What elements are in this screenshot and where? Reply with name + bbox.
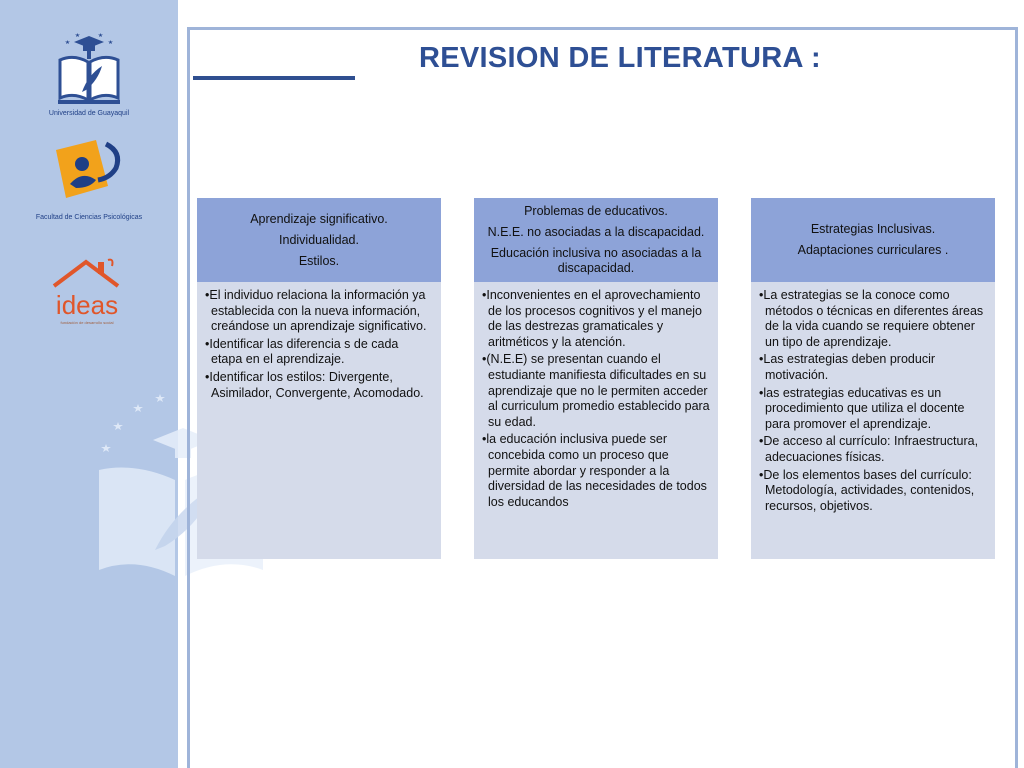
list-item: •De los elementos bases del currículo: Metodología, actividades, contenidos, recursos, objetivos. bbox=[759, 467, 975, 513]
list-item: •Inconvenientes en el aprovechamiento de los procesos cognitivos y el manejo de las destrezas gramaticales y aritméticos y la atención. bbox=[482, 288, 703, 349]
header-line: Estilos. bbox=[298, 253, 340, 268]
column-body bbox=[751, 282, 995, 514]
title-underline bbox=[193, 76, 355, 80]
list-item: •De acceso al currículo: Infraestructura, adecuaciones físicas. bbox=[759, 434, 979, 464]
column-header bbox=[751, 198, 995, 282]
header-line: Adaptaciones curriculares . bbox=[797, 243, 949, 257]
column-aprendizaje bbox=[197, 198, 441, 559]
header-line: Educación inclusiva no asociadas a la discapacidad. bbox=[490, 246, 702, 275]
university-logo-icon bbox=[54, 30, 124, 106]
faculty-caption: Facultad de Ciencias Psicológicas bbox=[35, 214, 143, 221]
list-item: •la educación inclusiva puede ser concebida como un proceso que permite abordar y responder a la diversidad de las necesidades de todos los educandos bbox=[482, 432, 707, 509]
ideas-logo-subtext: fundación de desarrollo social bbox=[60, 320, 114, 325]
university-caption: Universidad de Guayaquil bbox=[48, 110, 130, 117]
header-line: Problemas de educativos. bbox=[524, 204, 668, 218]
list-item: •las estrategias educativas es un procedimiento que utiliza el docente para promover el aprendizaje. bbox=[759, 385, 965, 431]
column-header bbox=[474, 198, 718, 282]
ideas-logo-icon bbox=[50, 258, 124, 328]
header-line: N.E.E. no asociadas a la discapacidad. bbox=[487, 225, 705, 239]
header-line: Estrategias Inclusivas. bbox=[810, 222, 936, 236]
header-line: Individualidad. bbox=[279, 232, 359, 247]
column-header bbox=[197, 198, 441, 282]
column-body bbox=[474, 282, 718, 510]
slide-title: REVISION DE LITERATURA : bbox=[419, 42, 821, 74]
list-item: •(N.E.E) se presentan cuando el estudiante manifiesta dificultades en su aprendizaje que no le permiten acceder al curriculum promedio establecido para su edad. bbox=[482, 352, 710, 429]
ideas-logo-text: ideas bbox=[55, 290, 119, 320]
list-item: •Identificar los estilos: Divergente, Asimilador, Convergente, Acomodado. bbox=[205, 369, 424, 400]
list-item: •La estrategias se la conoce como métodos o técnicas en diferentes áreas de la vida cuando se requiere obtener un tipo de aprendizaje. bbox=[759, 288, 984, 349]
list-item: •Identificar las diferencia s de cada etapa en el aprendizaje. bbox=[205, 336, 399, 367]
column-problemas bbox=[474, 198, 718, 559]
column-estrategias bbox=[751, 198, 995, 559]
list-item: •El individuo relaciona la información ya establecida con la nueva información, creándose un aprendizaje significativo. bbox=[205, 288, 427, 334]
list-item: •Las estrategias deben producir motivación. bbox=[759, 352, 936, 382]
faculty-logo-icon bbox=[52, 140, 126, 198]
header-line: Aprendizaje significativo. bbox=[250, 211, 388, 226]
column-body bbox=[197, 282, 441, 401]
sidebar bbox=[0, 0, 178, 768]
